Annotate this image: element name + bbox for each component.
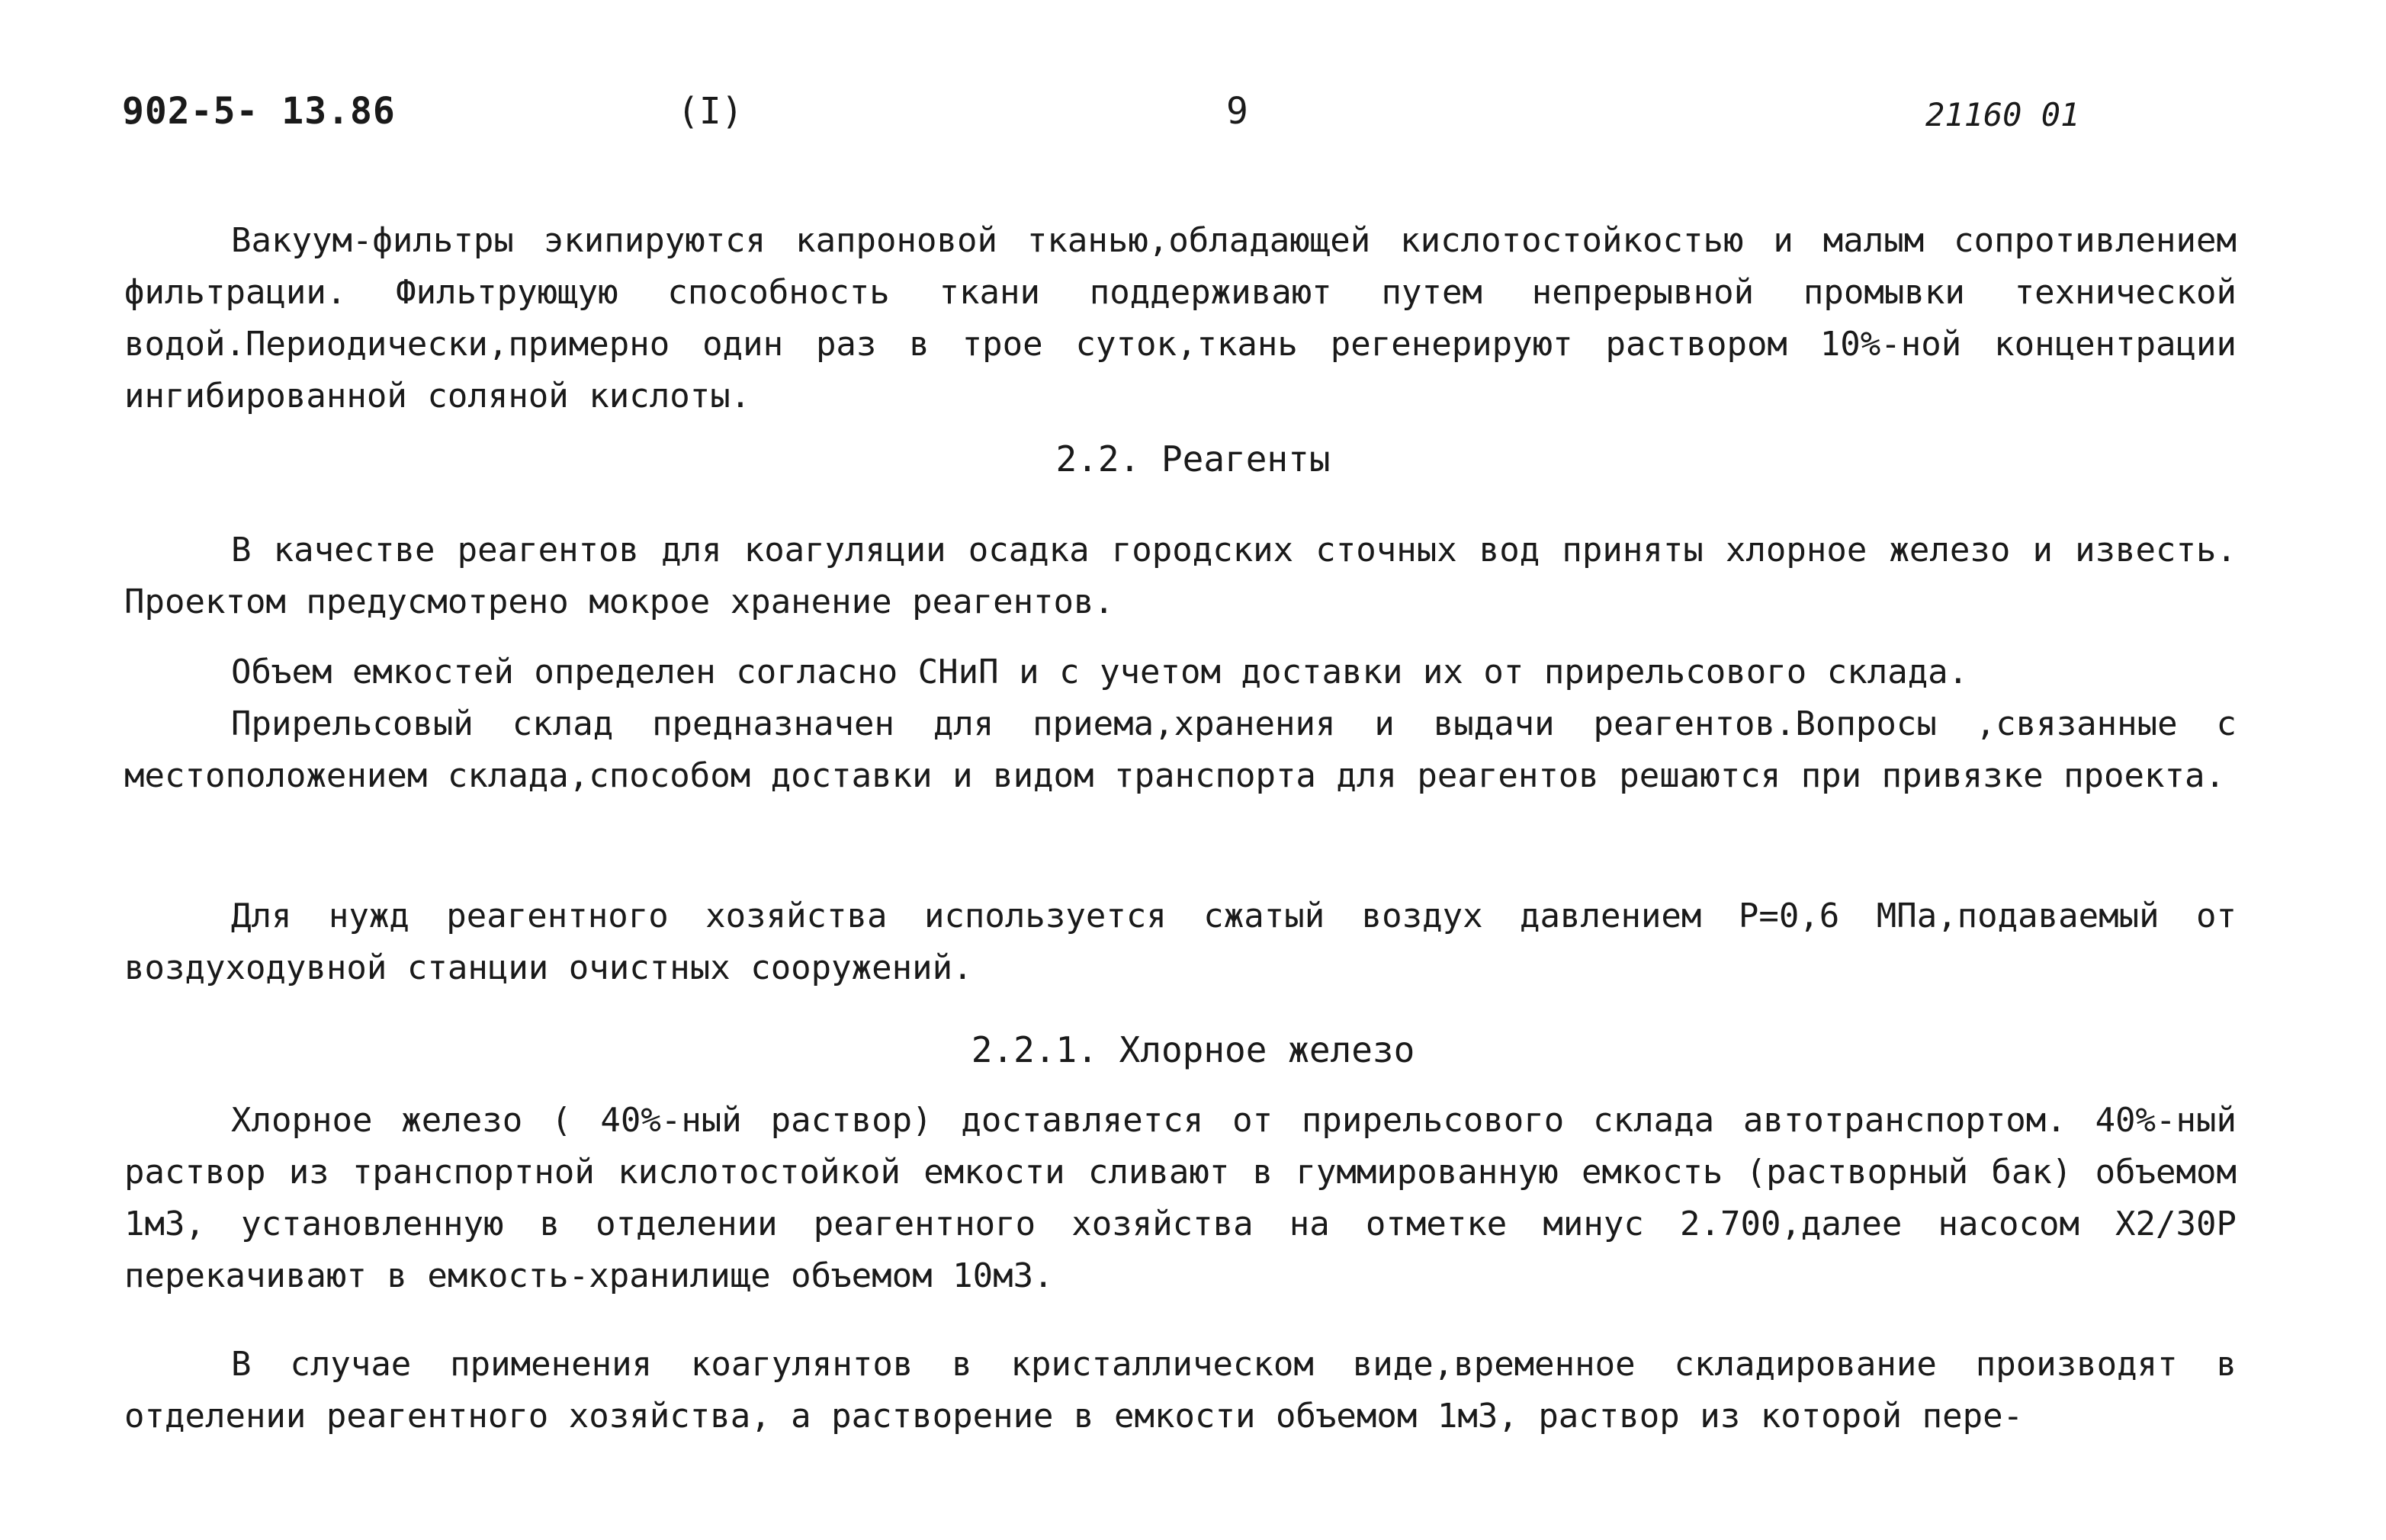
- paragraph-ferric-chloride: Хлорное железо ( 40%-ный раствор) доставляется от прирельсового склада автотранспортом. 40%-ный раствор из транспортной кислотостойкой емкости сливают в гуммированную емкость (растворный бак) объемом 1м3, установленную в отделении реагентного хозяйства на отметке минус 2.700,далее насосом X2/30P перекачивают в емкость-хранилище объемом 10м3.: [124, 1101, 2237, 1295]
- page-number: 9: [1226, 90, 1248, 133]
- paragraph-crystalline-coagulants: В случае применения коагулянтов в кристаллическом виде,временное складирование производят в отделении реагентного хозяйства, а растворение в емкости объемом 1м3, раствор из которой пере-: [124, 1345, 2237, 1436]
- paragraph-tank-volume: Объем емкостей определен согласно СНиП и с учетом доставки их от прирельсового склада.: [231, 653, 1969, 691]
- section-heading-reagents: 2.2. Реагенты: [1055, 438, 1331, 480]
- reference-number: 21160 01: [1925, 96, 2080, 133]
- page-header: [0, 90, 2386, 151]
- paragraph-reagents-intro: В качестве реагентов для коагуляции осадка городских сточных вод приняты хлорное железо и известь. Проектом предусмотрено мокрое хранение реагентов.: [124, 531, 2237, 621]
- paragraph-rail-warehouse: Прирельсовый склад предназначен для приема,хранения и выдачи реагентов.Вопросы ,связанные с местоположением склада,способом доставки и видом транспорта для реагентов решаются при привязке проекта.: [124, 704, 2237, 795]
- part-number: (I): [677, 90, 743, 133]
- section-heading-ferric-chloride: 2.2.1. Хлорное железо: [971, 1029, 1415, 1070]
- paragraph-compressed-air: Для нужд реагентного хозяйства используется сжатый воздух давлением Р=0,6 МПа,подаваемый от воздуходувной станции очистных сооружений.: [124, 897, 2237, 987]
- paragraph-vacuum-filters: Вакуум-фильтры экипируются капроновой тканью,обладающей кислотостойкостью и малым сопротивлением фильтрации. Фильтрующую способность ткани поддерживают путем непрерывной промывки технической водой.Периодически,примерно один раз в трое суток,ткань регенерируют раствором 10%-ной концентрации ингибированной соляной кислоты.: [124, 221, 2237, 415]
- document-code: 902-5- 13.86: [122, 90, 396, 133]
